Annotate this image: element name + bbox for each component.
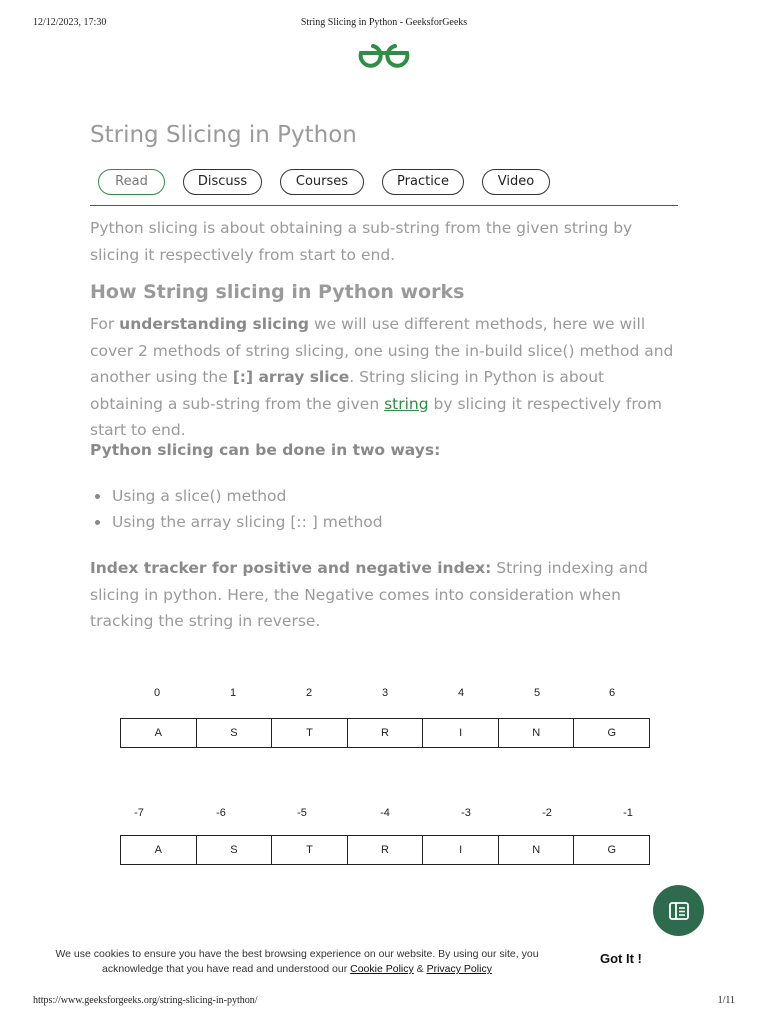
cookie-banner xyxy=(40,947,554,977)
ways-list xyxy=(112,484,383,535)
bold-span: Index tracker for positive and negative index: xyxy=(90,559,492,577)
print-footer xyxy=(33,995,735,1009)
page-number: 1/11 xyxy=(717,995,735,1006)
text-span: For xyxy=(90,315,120,333)
char-cell: S xyxy=(197,836,273,864)
index-label: 6 xyxy=(608,687,616,699)
tab-discuss[interactable]: Discuss xyxy=(183,169,262,195)
index-label: -3 xyxy=(461,807,471,819)
page-title: String Slicing in Python xyxy=(90,122,357,148)
gfg-logo-icon[interactable] xyxy=(358,40,410,70)
tab-read[interactable]: Read xyxy=(98,169,165,195)
char-cell: T xyxy=(272,719,348,747)
index-label: -2 xyxy=(542,807,552,819)
cookie-text: We use cookies to ensure you have the best browsing experience on our website. By using our site, you acknowledge that you have read and understood our xyxy=(55,948,539,975)
char-cell: R xyxy=(348,719,424,747)
text-span: we will use different methods, here we will cover 2 methods of string slicing, one using the in-build slice() method and another using the xyxy=(90,315,674,386)
intro-paragraph: Python slicing is about obtaining a sub-string from the given string by slicing it respectively from start to end. xyxy=(90,219,633,264)
print-title: String Slicing in Python - GeeksforGeeks xyxy=(300,17,468,28)
bold-span: understanding slicing xyxy=(119,315,310,333)
book-icon xyxy=(667,899,691,923)
text-span: by slicing it respectively from start to end. xyxy=(90,394,662,439)
ways-heading: Python slicing can be done in two ways: xyxy=(90,441,441,459)
text-span: . String slicing in Python is about obtaining a sub-string from the given xyxy=(90,368,605,413)
index-label: 1 xyxy=(229,687,237,699)
char-cell: A xyxy=(121,836,197,864)
print-date: 12/12/2023, 17:30 xyxy=(33,17,107,28)
reading-mode-button[interactable] xyxy=(653,885,704,936)
char-cell: N xyxy=(499,836,575,864)
char-cell: R xyxy=(348,836,424,864)
index-label: -7 xyxy=(134,807,144,819)
tab-video[interactable]: Video xyxy=(482,169,550,195)
index-label: -1 xyxy=(623,807,633,819)
cookie-text: & xyxy=(413,963,427,975)
print-header xyxy=(33,17,735,31)
index-label: -5 xyxy=(297,807,307,819)
cookie-policy-link[interactable]: Cookie Policy xyxy=(350,963,414,975)
string-cells-negative xyxy=(120,835,650,865)
divider xyxy=(90,205,678,206)
tab-practice[interactable]: Practice xyxy=(382,169,464,195)
list-item: Using the array slicing [:: ] method xyxy=(112,510,383,536)
section-heading: How String slicing in Python works xyxy=(90,281,465,303)
text-span: String indexing and slicing in python. Here, the Negative comes into consideration when tracking the string in reverse. xyxy=(90,559,648,630)
tab-courses[interactable]: Courses xyxy=(280,169,364,195)
index-label: -6 xyxy=(216,807,226,819)
char-cell: A xyxy=(121,719,197,747)
methods-paragraph xyxy=(90,311,682,444)
string-link[interactable]: string xyxy=(384,394,429,413)
negative-index-row xyxy=(120,807,650,823)
print-url: https://www.geeksforgeeks.org/string-slicing-in-python/ xyxy=(33,995,258,1006)
positive-index-row xyxy=(120,687,650,703)
privacy-policy-link[interactable]: Privacy Policy xyxy=(426,963,492,975)
char-cell: S xyxy=(197,719,273,747)
index-label: 3 xyxy=(381,687,389,699)
got-it-button[interactable]: Got It ! xyxy=(600,951,642,966)
string-cells-positive xyxy=(120,718,650,748)
bold-span: [:] array slice xyxy=(232,368,350,386)
char-cell: I xyxy=(423,836,499,864)
index-label: 4 xyxy=(457,687,465,699)
index-label: -4 xyxy=(380,807,390,819)
char-cell: G xyxy=(607,727,617,739)
index-label: 0 xyxy=(153,687,161,699)
char-cell: I xyxy=(423,719,499,747)
index-tracker-paragraph xyxy=(90,555,682,635)
list-item: Using a slice() method xyxy=(112,484,383,510)
index-label: 5 xyxy=(533,687,541,699)
char-cell: N xyxy=(499,719,575,747)
index-label: 2 xyxy=(305,687,313,699)
char-cell: G xyxy=(607,844,617,856)
char-cell: T xyxy=(272,836,348,864)
